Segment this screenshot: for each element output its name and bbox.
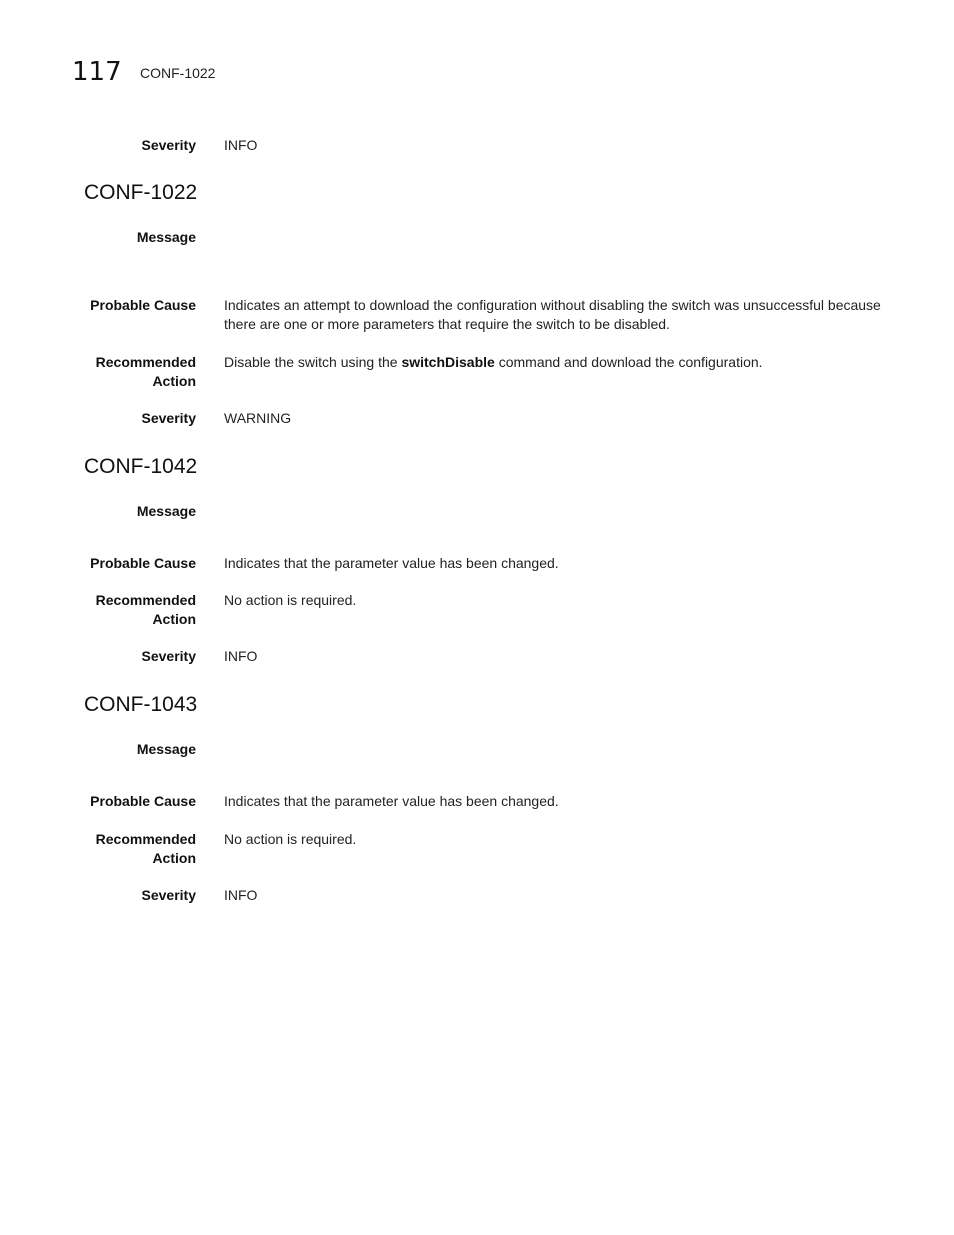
recommended-text-pre: Disable the switch using the [224, 354, 402, 370]
recommended-label-line2: Action [152, 611, 196, 627]
recommended-label-line1: Recommended [95, 831, 196, 847]
message-label: Message [136, 503, 196, 519]
message-label: Message [136, 741, 196, 757]
severity-value: INFO [224, 887, 258, 903]
recommended-label-line2: Action [152, 850, 196, 866]
recommended-action-label [36, 591, 196, 629]
page-number: 117 [72, 57, 122, 87]
recommended-action-text [224, 353, 884, 372]
severity-value: INFO [224, 648, 258, 664]
recommended-text-post: command and download the configuration. [494, 354, 763, 370]
recommended-action-text: No action is required. [224, 592, 357, 608]
message-label: Message [136, 229, 196, 245]
command-switchdisable: switchDisable [401, 354, 495, 370]
severity-label: Severity [141, 648, 196, 664]
running-title: CONF-1022 [140, 65, 216, 81]
severity-label: Severity [141, 410, 196, 426]
severity-value: WARNING [224, 410, 292, 426]
recommended-action-label [36, 353, 196, 391]
probable-cause-text: Indicates that the parameter value has been changed. [224, 793, 559, 809]
recommended-label-line1: Recommended [95, 592, 196, 608]
severity-label: Severity [141, 137, 196, 153]
recommended-label-line1: Recommended [95, 354, 196, 370]
probable-cause-label: Probable Cause [90, 793, 196, 809]
section-title-conf-1022: CONF-1022 [84, 181, 198, 204]
probable-cause-label: Probable Cause [90, 555, 196, 571]
probable-cause-label: Probable Cause [90, 297, 196, 313]
recommended-label-line2: Action [152, 373, 196, 389]
probable-cause-text: Indicates that the parameter value has been changed. [224, 555, 559, 571]
severity-value: INFO [224, 137, 258, 153]
section-title-conf-1043: CONF-1043 [84, 693, 198, 716]
section-title-conf-1042: CONF-1042 [84, 455, 198, 478]
severity-label: Severity [141, 887, 196, 903]
recommended-action-label [36, 830, 196, 868]
page-header [72, 54, 872, 90]
probable-cause-text: Indicates an attempt to download the configuration without disabling the switch was unsuccessful because there are one or more parameters that require the switch to be disabled. [224, 297, 881, 332]
recommended-action-text: No action is required. [224, 831, 357, 847]
